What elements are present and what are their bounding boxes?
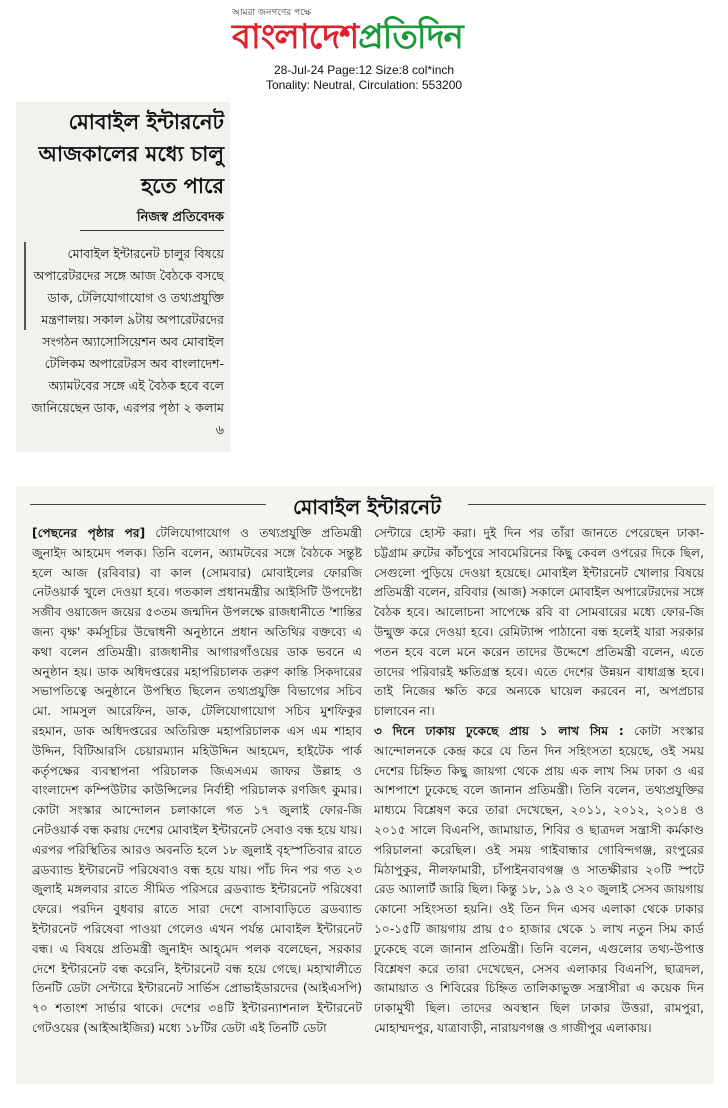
logo-part-protidin: প্রতিদিন — [358, 17, 463, 57]
subheading-sim-cards: ৩ দিনে ঢাকায় ঢুকেছে প্রায় ১ লাখ সিম : — [374, 723, 624, 738]
clipping-meta-tonality: Tonality: Neutral, Circulation: 553200 — [265, 78, 463, 92]
left-column-paragraph — [32, 524, 362, 1039]
continuation-column-right — [374, 524, 704, 1080]
newspaper-logo — [232, 14, 463, 60]
logo-part-bangladesh: বাংলাদেশ — [232, 17, 359, 57]
clipping-meta-date: 28-Jul-24 Page:12 Size:8 col*inch — [273, 63, 455, 77]
right-column-paragraph-1: সেন্টারে হোস্ট করা। দুই দিন পর তাঁরা জানতে পেরেছেন ঢাকা-চট্টগ্রাম রুটের কাঁচপুরে সাবমেরিনের কিছু কেবল ওপরের দিকে ছিল, সেগুলো পুড়িয়ে দেওয়া হয়েছে। মোবাইল ইন্টারনেট খোলার বিষয়ে প্রতিমন্ত্রী বলেন, রবিবার (আজ) সকালে মোবাইল অপারেটরদের সঙ্গে বৈঠক হবে। আলোচনা সাপেক্ষে রবি বা সোমবারের মধ্যে ফোর-জি উন্মুক্ত করে দেওয়া হবে। রেমিট্যান্স পাঠানো বন্ধ হলেই যারা সরকার পতন হবে বলে মনে করেন তাদের উদ্দেশে প্রতিমন্ত্রী বলেন, এতে তাদের পরিবারই ক্ষতিগ্রস্ত হবে। এতে দেশের উন্নয়ন বাধাগ্রস্ত হবে। তাই নিজের ক্ষতি করে অন্যকে ঘায়েল করবেন না, অপপ্রচার চালাবেন না। — [374, 526, 704, 719]
right-column-text-2: কোটা সংস্কার আন্দোলনকে কেন্দ্র করে যে তিন দিন সহিংসতা হয়েছে, ওই সময় দেশের চিহ্নিত কিছু জায়গা থেকে প্রায় এক লাখ সিম ঢাকা ও এর আশপাশে ঢুকেছে বলে জানান প্রতিমন্ত্রী। তিনি বলেন, তথ্যপ্রযুক্তির মাধ্যমে বিশ্লেষণ করে তারা দেখেছেন, ২০১১, ২০১২, ২০১৪ ও ২০১৫ সালে বিএনপি, জামায়াত, শিবির ও ছাত্রদল সন্ত্রাসী কর্মকাণ্ড পরিচালনা করেছিল। ওই সময় গাইবান্ধার গোবিন্দগঞ্জ, রংপুরের মিঠাপুকুর, নীলফামারী, চাঁপাইনবাবগঞ্জ ও সাতক্ষীরার ২০টি স্পটে রেড অ্যালার্ট জারি ছিল। কিন্তু ১৮, ১৯ ও ২০ জুলাই সেসব জায়গায় কোনো সহিংসতা হয়নি। ওই তিন দিন এসব এলাকা থেকে ঢাকার ১০-১৫টি জায়গায় প্রায় ৫০ হাজার থেকে ১ লাখ নতুন সিম কার্ড ঢুকেছে বলে জানান প্রতিমন্ত্রী। তিনি বলেন, এগুলোর তথ্য-উপাত্ত বিশ্লেষণ করে তারা দেখেছেন, সেসব এলাকার বিএনপি, ছাত্রদল, জামায়াত ও শিবিরের চিহ্নিত তালিকাভুক্ত সন্ত্রাসীরা এ কয়েক দিন ঢাকামুখী ছিল। তাদের অবস্থান ছিল ঢাকার উত্তরা, রামপুরা, মোহাম্মদপুর, যাত্রাবাড়ী, নারায়ণগঞ্জ ও গাজীপুর এলাকায়। — [374, 723, 704, 1035]
byline-divider — [80, 230, 224, 231]
masthead — [0, 0, 728, 100]
continuation-section-title: মোবাইল ইন্টারনেট — [292, 495, 442, 519]
continuation-column-left — [32, 524, 362, 1080]
right-column-paragraph-2 — [374, 722, 704, 1039]
left-column-text: টেলিযোগাযোগ ও তথ্যপ্রযুক্তি প্রতিমন্ত্রী জুনাইদ আহমেদ পলক। তিনি বলেন, অ্যামটবের সঙ্গে বৈঠকে সন্তুষ্ট হলে আজ (রবিবার) বা কাল (সোমবার) মোবাইলের ফোরজি নেটওয়ার্ক খুলে দেওয়া হবে। গতকাল প্রধানমন্ত্রীর আইসিটি উপদেষ্টা সজীব ওয়াজেদ জয়ের ৫৩তম জন্মদিন উপলক্ষে রাজধানীতে 'শান্তির জন্য বৃক্ষ' কর্মসূচির উদ্বোধনী অনুষ্ঠানে প্রধান অতিথির বক্তব্যে এ কথা বলেন প্রতিমন্ত্রী। রাজধানীর আগারগাঁওয়ের ডাক ভবনে এ অনুষ্ঠান হয়। ডাক অধিদপ্তরের মহাপরিচালক তরুণ কান্তি সিকদারের সভাপতিত্বে অনুষ্ঠানে উপস্থিত ছিলেন তথ্যপ্রযুক্তি বিভাগের সচিব মো. সামসুল আরেফিন, ডাক, টেলিযোগাযোগ সচিব মুশফিকুর রহমান, ডাক অধিদপ্তরের অতিরিক্ত মহাপরিচালক এস এম শাহাব উদ্দিন, বিটিআরসি চেয়ারম্যান মহিউদ্দিন আহমেদ, হাইটেক পার্ক কর্তৃপক্ষের ব্যবস্থাপনা পরিচালক জিএসএম জাফর উল্লাহ ও বাংলাদেশ কম্পিউটার কাউন্সিলের নির্বাহী পরিচালক রণজিৎ কুমার। কোটা সংস্কার আন্দোলন চলাকালে গত ১৭ জুলাই ফোর-জি নেটওয়ার্ক বন্ধ করায় দেশের মোবাইল ইন্টারনেট সেবাও বন্ধ হয়ে যায়। এরপর পরিস্থিতির আরও অবনতি হলে ১৮ জুলাই বৃহস্পতিবার রাতে ব্রডব্যান্ড ইন্টারনেট পরিষেবাও বন্ধ হয়ে যায়। পাঁচ দিন পর গত ২৩ জুলাই মঙ্গলবার রাতে সীমিত পরিসরে ব্রডব্যান্ড ইন্টারনেট পরিষেবা ফেরে। পরদিন বুধবার রাতে সারা দেশে বাসাবাড়িতে ব্রডব্যান্ড ইন্টারনেট পরিষেবা পাওয়া গেলেও এখন পর্যন্ত মোবাইল ইন্টারনেট বন্ধ। এ বিষয়ে প্রতিমন্ত্রী জুনাইদ আহ্‌মেদ পলক বলেছেন, সরকার দেশে ইন্টারনেট বন্ধ করেনি, ইন্টারনেট বন্ধ হয়ে গেছে। মহাখালীতে তিনটি ডেটা সেন্টারে ইন্টারনেট সার্ভিস প্রোভাইডারদের (আইএসপি) ৭০ শতাংশ সার্ভার থাকে। দেশের ৩৪টি ইন্টারন্যাশনাল ইন্টারনেট গেটওয়ের (আইআইজির) মধ্যে ১৮টির ডেটা এই তিনটি ডেটা — [32, 526, 362, 1035]
continuation-marker: [পেছনের পৃষ্ঠার পর] — [32, 526, 146, 540]
article-byline: নিজস্ব প্রতিবেদক — [136, 210, 224, 225]
article-headline: মোবাইল ইন্টারনেট আজকালের মধ্যে চালু হতে পারে — [38, 110, 224, 198]
section-title-rule-left — [30, 504, 266, 505]
article-lead-paragraph: মোবাইল ইন্টারনেট চালুর বিষয়ে অপারেটরদের সঙ্গে আজ বৈঠকে বসছে ডাক, টেলিযোগাযোগ ও তথ্যপ্রযুক্তি মন্ত্রণালয়। সকাল ৯টায় অপারেটরদের সংগঠন অ্যাসোসিয়েশন অব মোবাইল টেলিকম অপারেটরস অব বাংলাদেশ-অ্যামটবের সঙ্গে এই বৈঠক হবে বলে জানিয়েছেন ডাক, এরপর পৃষ্ঠা ২ কলাম ৬ — [31, 246, 224, 437]
masthead-tagline: আমরা জনগণের পক্ষে — [232, 8, 312, 18]
section-title-rule-right — [468, 504, 706, 505]
